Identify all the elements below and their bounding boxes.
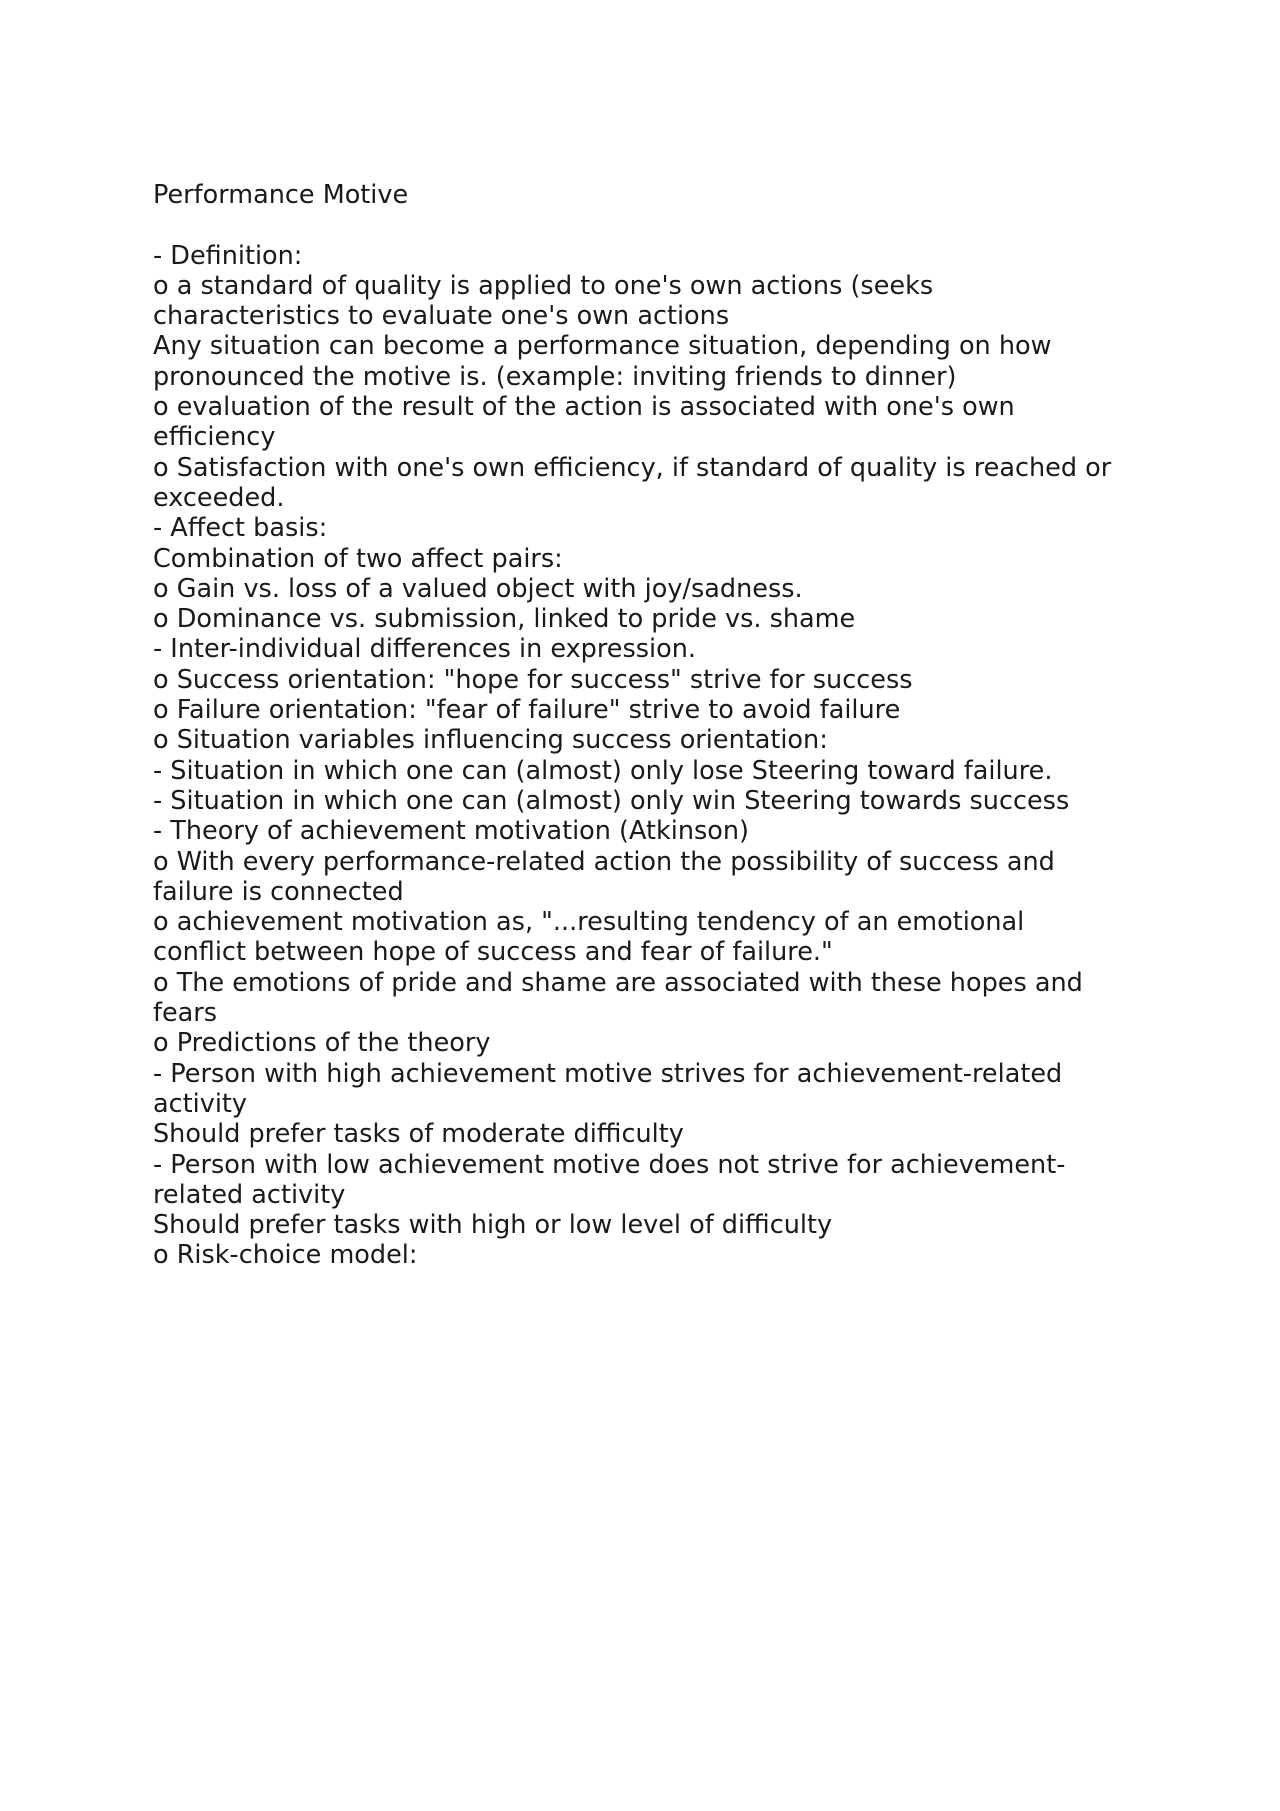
document-line: o The emotions of pride and shame are associated with these hopes and — [153, 967, 1083, 998]
document-lines — [153, 241, 1143, 1271]
document-line: exceeded. — [153, 482, 285, 513]
document-line: o Dominance vs. submission, linked to pride vs. shame — [153, 604, 856, 635]
document-line: fears — [153, 998, 218, 1029]
document-line: o Gain vs. loss of a valued object with joy/sadness. — [153, 573, 803, 604]
document-body — [153, 180, 1143, 1271]
document-line: efficiency — [153, 422, 276, 453]
document-line: pronounced the motive is. (example: inviting friends to dinner) — [153, 361, 957, 392]
document-line: o Predictions of the theory — [153, 1028, 491, 1059]
document-line: Combination of two affect pairs: — [153, 543, 563, 574]
document-line: characteristics to evaluate one's own actions — [153, 301, 730, 332]
document-line: o evaluation of the result of the action is associated with one's own — [153, 392, 1015, 423]
document-line: Should prefer tasks with high or low level of difficulty — [153, 1210, 833, 1241]
document-line: - Person with high achievement motive strives for achievement-related — [153, 1058, 1063, 1089]
document-line: o a standard of quality is applied to one's own actions (seeks — [153, 270, 934, 301]
document-line: - Definition: — [153, 240, 303, 271]
document-line: - Affect basis: — [153, 513, 328, 544]
document-line: o Failure orientation: "fear of failure" strive to avoid failure — [153, 695, 901, 726]
document-line: o Success orientation: "hope for success" strive for success — [153, 664, 913, 695]
document-line: o Satisfaction with one's own efficiency, if standard of quality is reached or — [153, 452, 1112, 483]
document-line: conflict between hope of success and fear of failure." — [153, 937, 833, 968]
document-line: failure is connected — [153, 876, 404, 907]
document-line: - Person with low achievement motive does not strive for achievement- — [153, 1149, 1066, 1180]
document-line: - Situation in which one can (almost) only win Steering towards success — [153, 785, 1070, 816]
document-line: related activity — [153, 1179, 346, 1210]
document-line: activity — [153, 1088, 247, 1119]
document-title: Performance Motive — [153, 180, 409, 210]
document-line: o achievement motivation as, "...resulting tendency of an emotional — [153, 907, 1025, 938]
document-line: - Inter-individual differences in expression. — [153, 634, 696, 665]
document-line: - Theory of achievement motivation (Atkinson) — [153, 816, 750, 847]
document-line: Should prefer tasks of moderate difficulty — [153, 1119, 684, 1150]
document-line: o With every performance-related action the possibility of success and — [153, 846, 1055, 877]
document-line: Any situation can become a performance situation, depending on how — [153, 331, 1052, 362]
document-line: - Situation in which one can (almost) only lose Steering toward failure. — [153, 755, 1053, 786]
document-line: o Situation variables influencing success orientation: — [153, 725, 828, 756]
document-line: o Risk-choice model: — [153, 1240, 418, 1271]
